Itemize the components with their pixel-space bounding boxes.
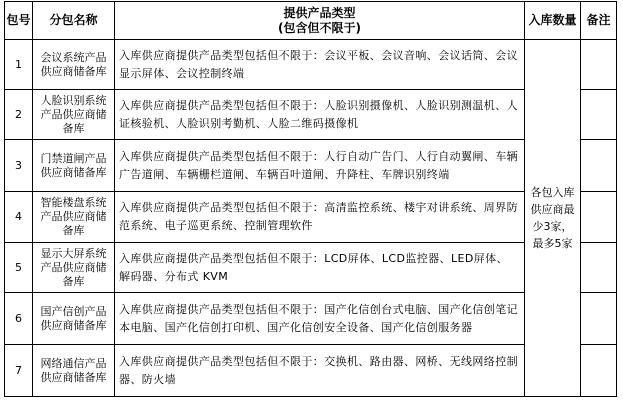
remarks-cell: [581, 192, 617, 243]
package-number: 3: [5, 140, 33, 192]
product-type-description: 入库供应商提供产品类型包括但不限于：会议平板、会议音响、会议话筒、会议显示屏体、会议控制终端: [115, 40, 525, 90]
header-remarks: 备注: [581, 2, 617, 40]
product-type-description: 入库供应商提供产品类型包括但不限于：LCD屏体、LCD监控器、LED屏体、解码器、分布式 KVM: [115, 243, 525, 293]
header-package-number: 包号: [5, 2, 33, 40]
product-type-description: 入库供应商提供产品类型包括但不限于：国产化信创台式电脑、国产化信创笔记本电脑、国产化信创打印机、国产化信创安全设备、国产化信创服务器: [115, 293, 525, 345]
header-package-name: 分包名称: [33, 2, 115, 40]
package-name: 国产信创产品供应商储备库: [33, 293, 115, 345]
package-number: 7: [5, 345, 33, 397]
package-number: 2: [5, 90, 33, 140]
package-name: 网络通信产品供应商储备库: [33, 345, 115, 397]
header-product-type-title: 提供产品类型: [283, 5, 356, 20]
remarks-cell: [581, 140, 617, 192]
header-product-type-subtitle: (包含但不限于): [278, 20, 361, 35]
package-name: 门禁道闸产品供应商储备库: [33, 140, 115, 192]
product-type-description: 入库供应商提供产品类型包括但不限于：交换机、路由器、网桥、无线网络控制器、防火墙: [115, 345, 525, 397]
package-name: 会议系统产品供应商储备库: [33, 40, 115, 90]
package-name: 显示大屏系统产品供应商储备库: [33, 243, 115, 293]
remarks-cell: [581, 293, 617, 345]
product-type-description: 入库供应商提供产品类型包括但不限于：人行自动广告门、人行自动翼闸、车辆广告道闸、车辆栅栏道闸、车辆百叶道闸、升降柱、车牌识别终端: [115, 140, 525, 192]
table-row: [5, 40, 617, 90]
header-quantity: 入库数量: [525, 2, 581, 40]
remarks-cell: [581, 345, 617, 397]
header-product-type: [115, 2, 525, 40]
package-number: 1: [5, 40, 33, 90]
quantity-note: 各包入库供应商最少3家，最多5家: [525, 40, 581, 397]
product-type-description: 入库供应商提供产品类型包括但不限于：人脸识别摄像机、人脸识别测温机、人证核验机、人脸识别考勤机、人脸二维码摄像机: [115, 90, 525, 140]
package-number: 4: [5, 192, 33, 243]
supplier-package-table: [4, 1, 617, 397]
remarks-cell: [581, 243, 617, 293]
product-type-description: 入库供应商提供产品类型包括但不限于：高清监控系统、楼宇对讲系统、周界防范系统、电子巡更系统、控制管理软件: [115, 192, 525, 243]
remarks-cell: [581, 40, 617, 90]
package-number: 6: [5, 293, 33, 345]
package-name: 人脸识别系统产品供应商储备库: [33, 90, 115, 140]
package-name: 智能楼盘系统产品供应商储备库: [33, 192, 115, 243]
table-header-row: [5, 2, 617, 40]
remarks-cell: [581, 90, 617, 140]
package-number: 5: [5, 243, 33, 293]
